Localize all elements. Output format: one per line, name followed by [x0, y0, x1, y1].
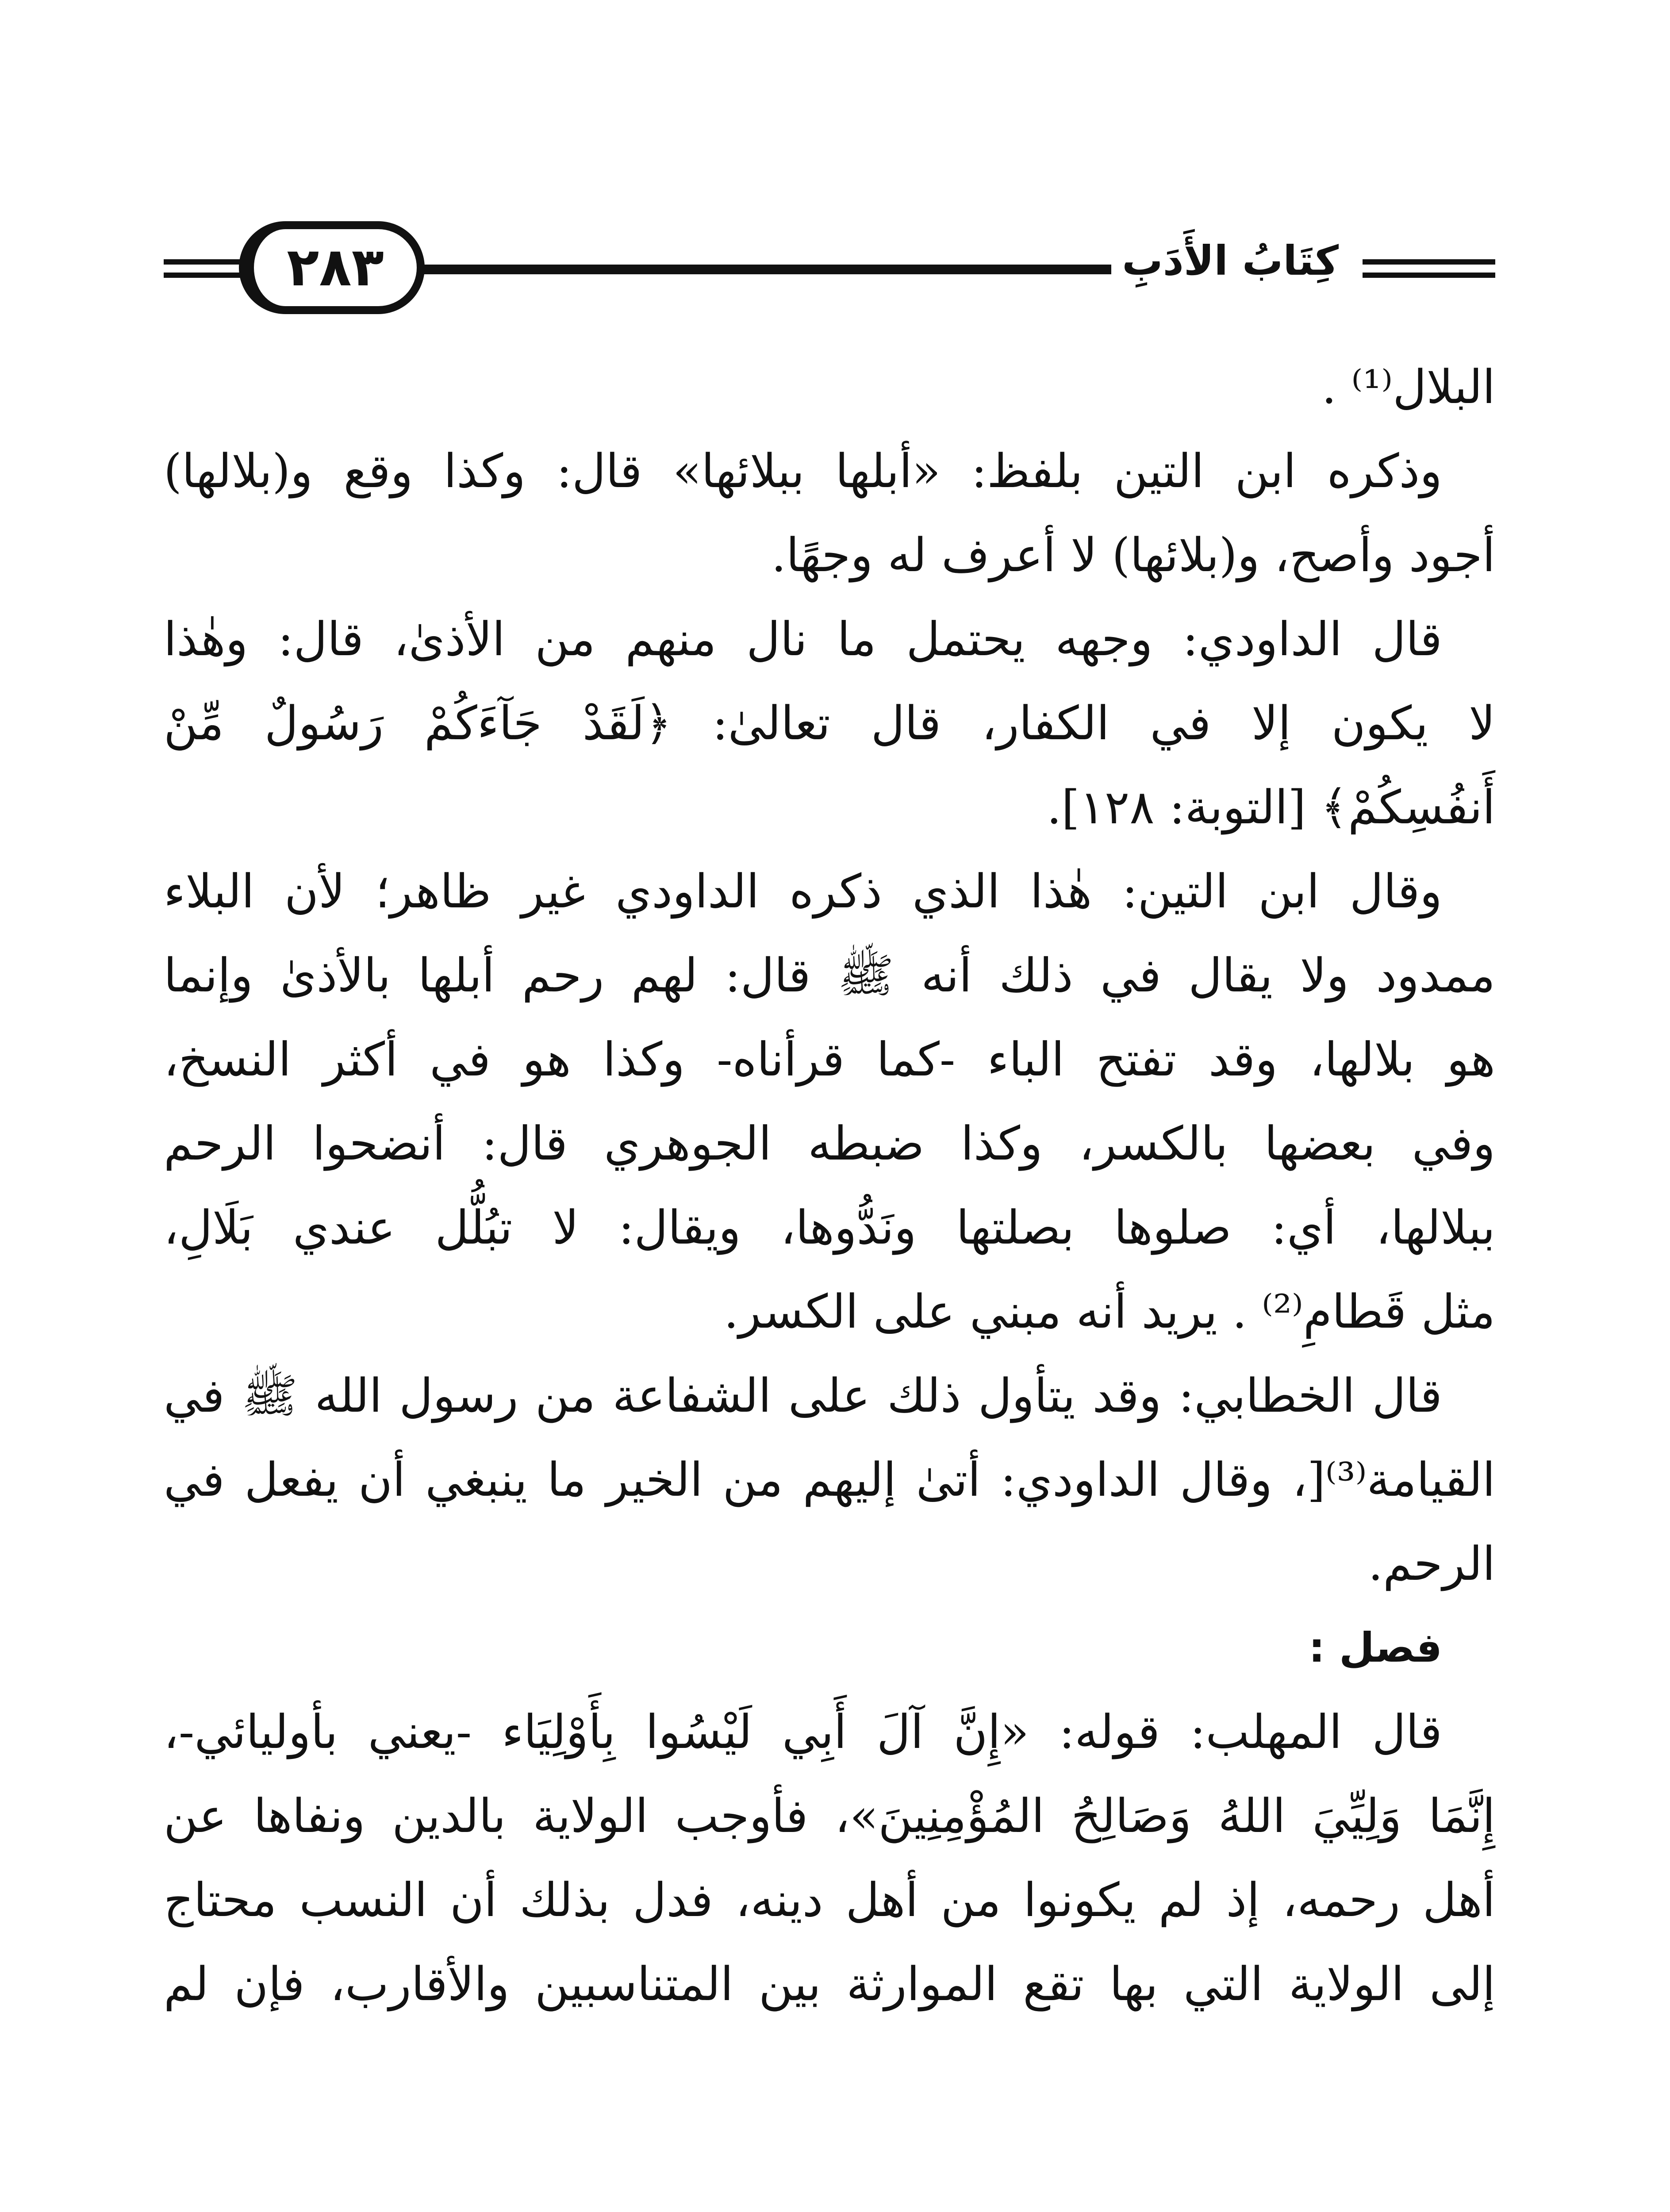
text-line: وقال ابن التين: هٰذا الذي ذكره الداودي غير ظاهر؛ لأن البلاء	[164, 864, 1442, 918]
text-line: إِنَّمَا وَلِيِّيَ اللهُ وَصَالِحُ المُؤْمِنِينَ»، فأوجب الولاية بالدين ونفاها عن	[164, 1789, 1495, 1843]
text-line: قال المهلب: قوله: «إِنَّ آلَ أَبِي لَيْسُوا بِأَوْلِيَاء -يعني بأوليائي-،	[164, 1705, 1442, 1759]
text-line: أَنفُسِكُمْ﴾ [التوبة: ١٢٨].	[1047, 780, 1495, 834]
text-line: لا يكون إلا في الكفار، قال تعالىٰ: ﴿لَقَدْ جَآءَكُمْ رَسُولٌ مِّنْ	[164, 696, 1495, 750]
text-line: هو بلالها، وقد تفتح الباء -كما قرأناه- وكذا هو في أكثر النسخ،	[164, 1033, 1495, 1087]
header-rule	[1363, 259, 1495, 265]
page-header	[164, 217, 1495, 323]
text-line: أهل رحمه، إذ لم يكونوا من أهل دينه، فدل بذلك أن النسب محتاج	[164, 1873, 1495, 1927]
page-number-badge	[239, 221, 425, 314]
text-line: ممدود ولا يقال في ذلك أنه ﷺ قال: لهم رحم أبلها بالأذىٰ وإنما	[164, 949, 1495, 1002]
text-line: مثل قَطامِ⁽²⁾ . يريد أنه مبني على الكسر.	[724, 1285, 1495, 1339]
page-number: ٢٨٣	[287, 237, 384, 298]
page-body	[164, 345, 1495, 2026]
text-line: قال الخطابي: وقد يتأول ذلك على الشفاعة من رسول الله ﷺ في	[164, 1369, 1442, 1423]
section-heading: فصل :	[1309, 1624, 1442, 1671]
header-rule	[1363, 273, 1495, 278]
text-line: القيامة⁽³⁾[، وقال الداودي: أتىٰ إليهم من الخير ما ينبغي أن يفعل في	[164, 1453, 1495, 1507]
text-line: البلال⁽¹⁾ .	[1321, 360, 1495, 414]
text-line: إلى الولاية التي بها تقع الموارثة بين المتناسبين والأقارب، فإن لم	[164, 1957, 1495, 2011]
running-title: كِتَابُ الأَدَبِ	[1111, 234, 1349, 288]
text-line: وذكره ابن التين بلفظ: «أبلها ببلائها» قال: وكذا وقع و(بلالها)	[164, 444, 1442, 498]
text-line: قال الداودي: وجهه يحتمل ما نال منهم من الأذىٰ، قال: وهٰذا	[164, 612, 1442, 666]
text-line: أجود وأصح، و(بلائها) لا أعرف له وجهًا.	[771, 528, 1495, 582]
text-line: ببلالها، أي: صلوها بصلتها ونَدُّوها، ويقال: لا تبُلُّل عندي بَلَالِ،	[164, 1201, 1495, 1255]
text-line: الرحم.	[1368, 1537, 1495, 1591]
text-line: وفي بعضها بالكسر، وكذا ضبطه الجوهري قال: أنضحوا الرحم	[164, 1117, 1495, 1171]
